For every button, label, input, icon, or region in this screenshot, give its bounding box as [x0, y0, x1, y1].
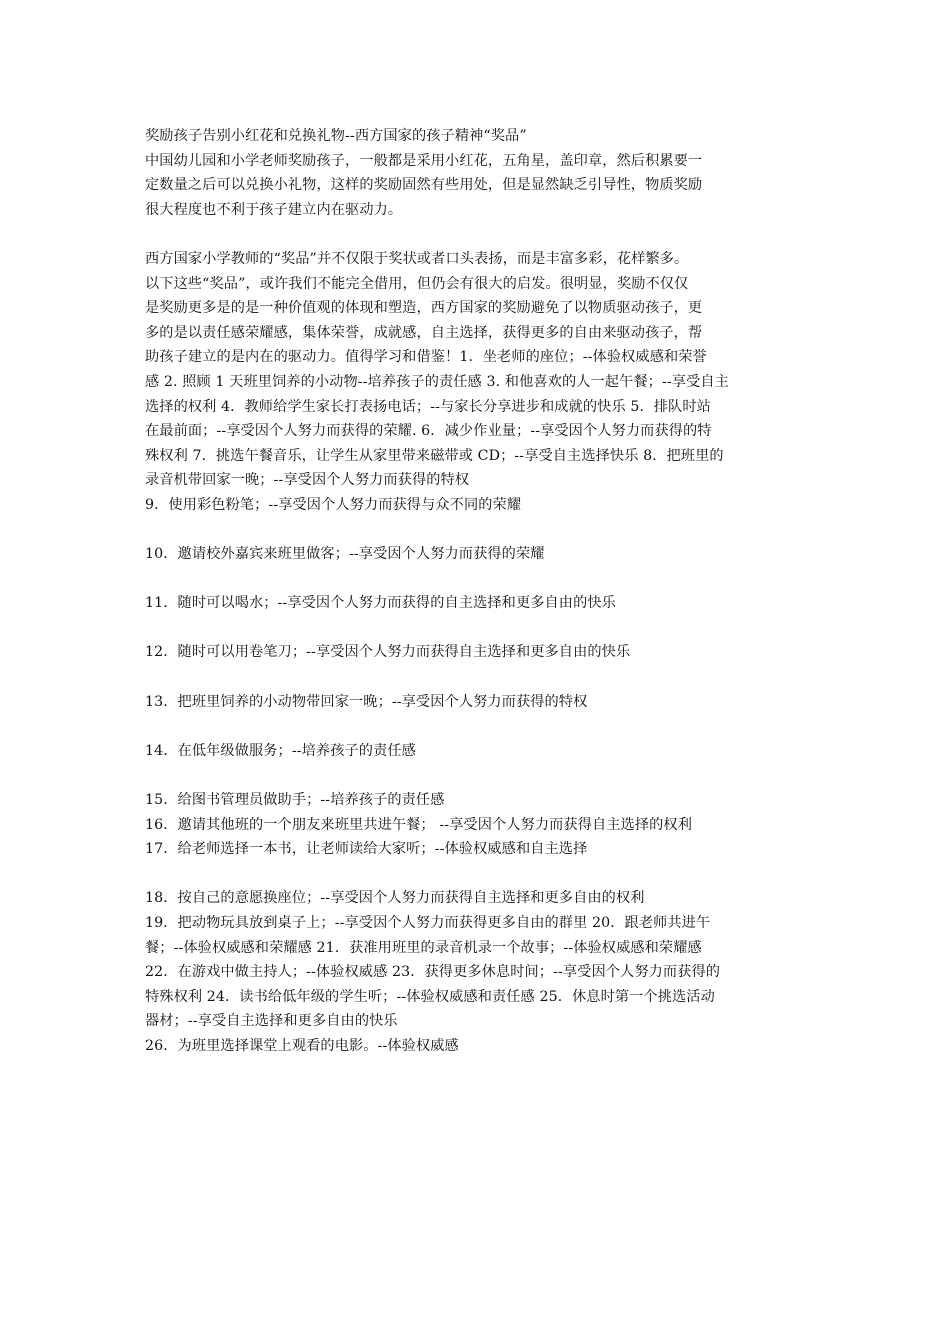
document-title: 奖励孩子告别小红花和兑换礼物--西方国家的孩子精神“奖品”: [145, 128, 527, 144]
paragraph-line: 助孩子建立的是内在的驱动力。值得学习和借鉴！1．坐老师的座位；--体验权威感和荣誉: [145, 349, 707, 366]
list-item: 16．邀请其他班的一个朋友来班里共进午餐； --享受因个人努力而获得自主选择的权利: [145, 816, 693, 833]
blank-line: [145, 222, 810, 247]
paragraph-line: 以下这些“奖品”，或许我们不能完全借用，但仍会有很大的启发。很明显，奖励不仅仅: [145, 275, 689, 292]
list-item: 12．随时可以用卷笔刀；--享受因个人努力而获得自主选择和更多自由的快乐: [145, 644, 631, 661]
paragraph-line: 多的是以责任感荣耀感，集体荣誉，成就感，自主选择，获得更多的自由来驱动孩子，帮: [145, 324, 703, 341]
list-item: 13．把班里饲养的小动物带回家一晚；--享受因个人努力而获得的特权: [145, 693, 588, 710]
paragraph-line: 定数量之后可以兑换小礼物，这样的奖励固然有些用处，但是显然缺乏引导性，物质奖励: [145, 177, 703, 194]
list-item: 10．邀请校外嘉宾来班里做客；--享受因个人努力而获得的荣耀: [145, 546, 545, 563]
paragraph-line: 录音机带回家一晚；--享受因个人努力而获得的特权: [145, 472, 470, 489]
paragraph-line: 是奖励更多是的是一种价值观的体现和塑造，西方国家的奖励避免了以物质驱动孩子，更: [145, 300, 703, 317]
blank-line: [145, 567, 810, 592]
paragraph-line: 感 2. 照顾 1 天班里饲养的小动物--培养孩子的责任感 3. 和他喜欢的人一起午餐；--享受自主: [145, 373, 729, 390]
paragraph-line: 19．把动物玩具放到桌子上；--享受因个人努力而获得更多自由的群里 20．跟老师共进午: [145, 915, 711, 931]
blank-line: [145, 518, 810, 543]
list-item: 26．为班里选择课堂上观看的电影。--体验权威感: [145, 1037, 459, 1054]
paragraph-line: 很大程度也不利于孩子建立内在驱动力。: [145, 201, 403, 218]
paragraph-line: 中国幼儿园和小学老师奖励孩子，一般都是采用小红花，五角星，盖印章，然后积累要一: [145, 152, 703, 169]
blank-line: [145, 862, 810, 887]
list-item: 17．给老师选择一本书，让老师读给大家听；--体验权威感和自主选择: [145, 841, 588, 858]
paragraph-line: 特殊权利 24．读书给低年级的学生听；--体验权威感和责任感 25．休息时第一个挑选活动: [145, 988, 715, 1005]
paragraph-line: 餐；--体验权威感和荣耀感 21．获准用班里的录音机录一个故事；--体验权威感和荣耀感: [145, 939, 702, 956]
list-item: 18．按自己的意愿换座位；--享受因个人努力而获得自主选择和更多自由的权利: [145, 890, 645, 907]
list-item: 15．给图书管理员做助手；--培养孩子的责任感: [145, 792, 445, 809]
blank-line: [145, 665, 810, 690]
blank-line: [145, 763, 810, 788]
paragraph-line: 在最前面；--享受因个人努力而获得的荣耀. 6．减少作业量；--享受因个人努力而获得的特: [145, 423, 712, 440]
paragraph-line: 西方国家小学教师的“奖品”并不仅限于奖状或者口头表扬，而是丰富多彩，花样繁多。: [145, 250, 689, 267]
paragraph-line: 22．在游戏中做主持人；--体验权威感 23．获得更多休息时间；--享受因个人努力而获得的: [145, 964, 721, 981]
blank-line: [145, 616, 810, 641]
document-body: [145, 124, 810, 1059]
list-item: 14．在低年级做服务；--培养孩子的责任感: [145, 742, 416, 759]
list-item: 9．使用彩色粉笔；--享受因个人努力而获得与众不同的荣耀: [145, 496, 522, 513]
paragraph-line: 选择的权利 4．教师给学生家长打表扬电话；--与家长分享进步和成就的快乐 5．排队时站: [145, 398, 711, 415]
list-item: 11．随时可以喝水；--享受因个人努力而获得的自主选择和更多自由的快乐: [145, 595, 616, 612]
paragraph-line: 器材；--享受自主选择和更多自由的快乐: [145, 1013, 398, 1030]
blank-line: [145, 714, 810, 739]
paragraph-line: 殊权利 7．挑选午餐音乐，让学生从家里带来磁带或 CD；--享受自主选择快乐 8．把班里的: [145, 447, 724, 464]
